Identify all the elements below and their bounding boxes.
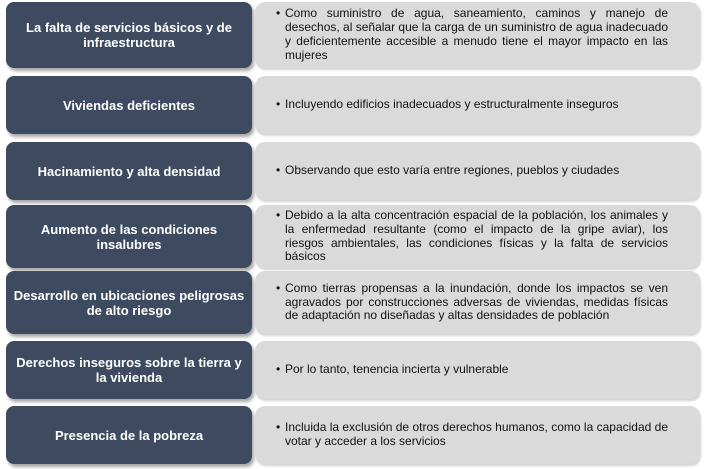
row-condiciones-insalubres bbox=[0, 205, 706, 268]
row-label: Viviendas deficientes bbox=[63, 97, 195, 113]
label-box bbox=[6, 142, 252, 200]
description bbox=[276, 163, 668, 178]
row-label: La falta de servicios básicos y de infraestructura bbox=[26, 20, 232, 50]
description bbox=[276, 97, 668, 112]
description bbox=[276, 362, 668, 377]
row-viviendas-deficientes bbox=[0, 76, 706, 134]
description-box bbox=[255, 271, 700, 334]
description-text: Incluyendo edificios inadecuados y estructuralmente inseguros bbox=[285, 97, 619, 112]
description-text: Como tierras propensas a la inundación, donde los impactos se ven agravados por construcciones adversas de viviendas, medidas físicas de adaptación no diseñadas y altas densidades de población bbox=[285, 280, 668, 323]
row-servicios-basicos bbox=[0, 2, 706, 68]
bullet-icon: • bbox=[276, 207, 281, 222]
description-box bbox=[255, 341, 700, 399]
description bbox=[276, 420, 668, 449]
description-box bbox=[255, 142, 700, 200]
description-text: Debido a la alta concentración espacial de la población, los animales y la enfermedad resultante (como el impacto de la gripe aviar), los riesgos ambientales, las condiciones físicas y la falta de servicios básicos bbox=[285, 207, 668, 264]
label-box bbox=[6, 205, 252, 268]
row-hacinamiento bbox=[0, 142, 706, 200]
description-box bbox=[255, 2, 700, 68]
row-label: Presencia de la pobreza bbox=[54, 427, 204, 443]
bullet-icon: • bbox=[276, 97, 281, 112]
label-box bbox=[6, 341, 252, 399]
row-derechos-inseguros bbox=[0, 341, 706, 399]
description-box bbox=[255, 76, 700, 134]
description bbox=[276, 207, 668, 264]
description bbox=[276, 280, 668, 323]
bullet-icon: • bbox=[276, 6, 281, 21]
bullet-icon: • bbox=[276, 420, 281, 435]
row-label: Derechos inseguros sobre la tierra y la vivienda bbox=[16, 355, 242, 385]
description-text: Observando que esto varía entre regiones, pueblos y ciudades bbox=[285, 163, 620, 178]
row-label: Aumento de las condiciones insalubres bbox=[40, 221, 218, 252]
description bbox=[276, 6, 668, 62]
bullet-icon: • bbox=[276, 280, 281, 295]
description-box bbox=[255, 205, 700, 268]
description-box bbox=[255, 406, 700, 464]
row-label: Desarrollo en ubicaciones peligrosas de alto riesgo bbox=[13, 287, 245, 318]
row-pobreza bbox=[0, 406, 706, 464]
description-text: Por lo tanto, tenencia incierta y vulnerable bbox=[285, 362, 509, 377]
label-box bbox=[6, 406, 252, 464]
bullet-icon: • bbox=[276, 362, 281, 377]
label-box bbox=[6, 2, 252, 68]
bullet-icon: • bbox=[276, 163, 281, 178]
label-box bbox=[6, 76, 252, 134]
label-box bbox=[6, 271, 252, 334]
row-label: Hacinamiento y alta densidad bbox=[37, 163, 221, 179]
description-text: Como suministro de agua, saneamiento, caminos y manejo de desechos, al señalar que la carga de un suministro de agua inadecuado y deficientemente accesible a menudo tiene el mayor impacto en las mujeres bbox=[285, 6, 668, 62]
row-ubicaciones-peligrosas bbox=[0, 271, 706, 334]
description-text: Incluida la exclusión de otros derechos humanos, como la capacidad de votar y acceder a los servicios bbox=[285, 420, 668, 448]
